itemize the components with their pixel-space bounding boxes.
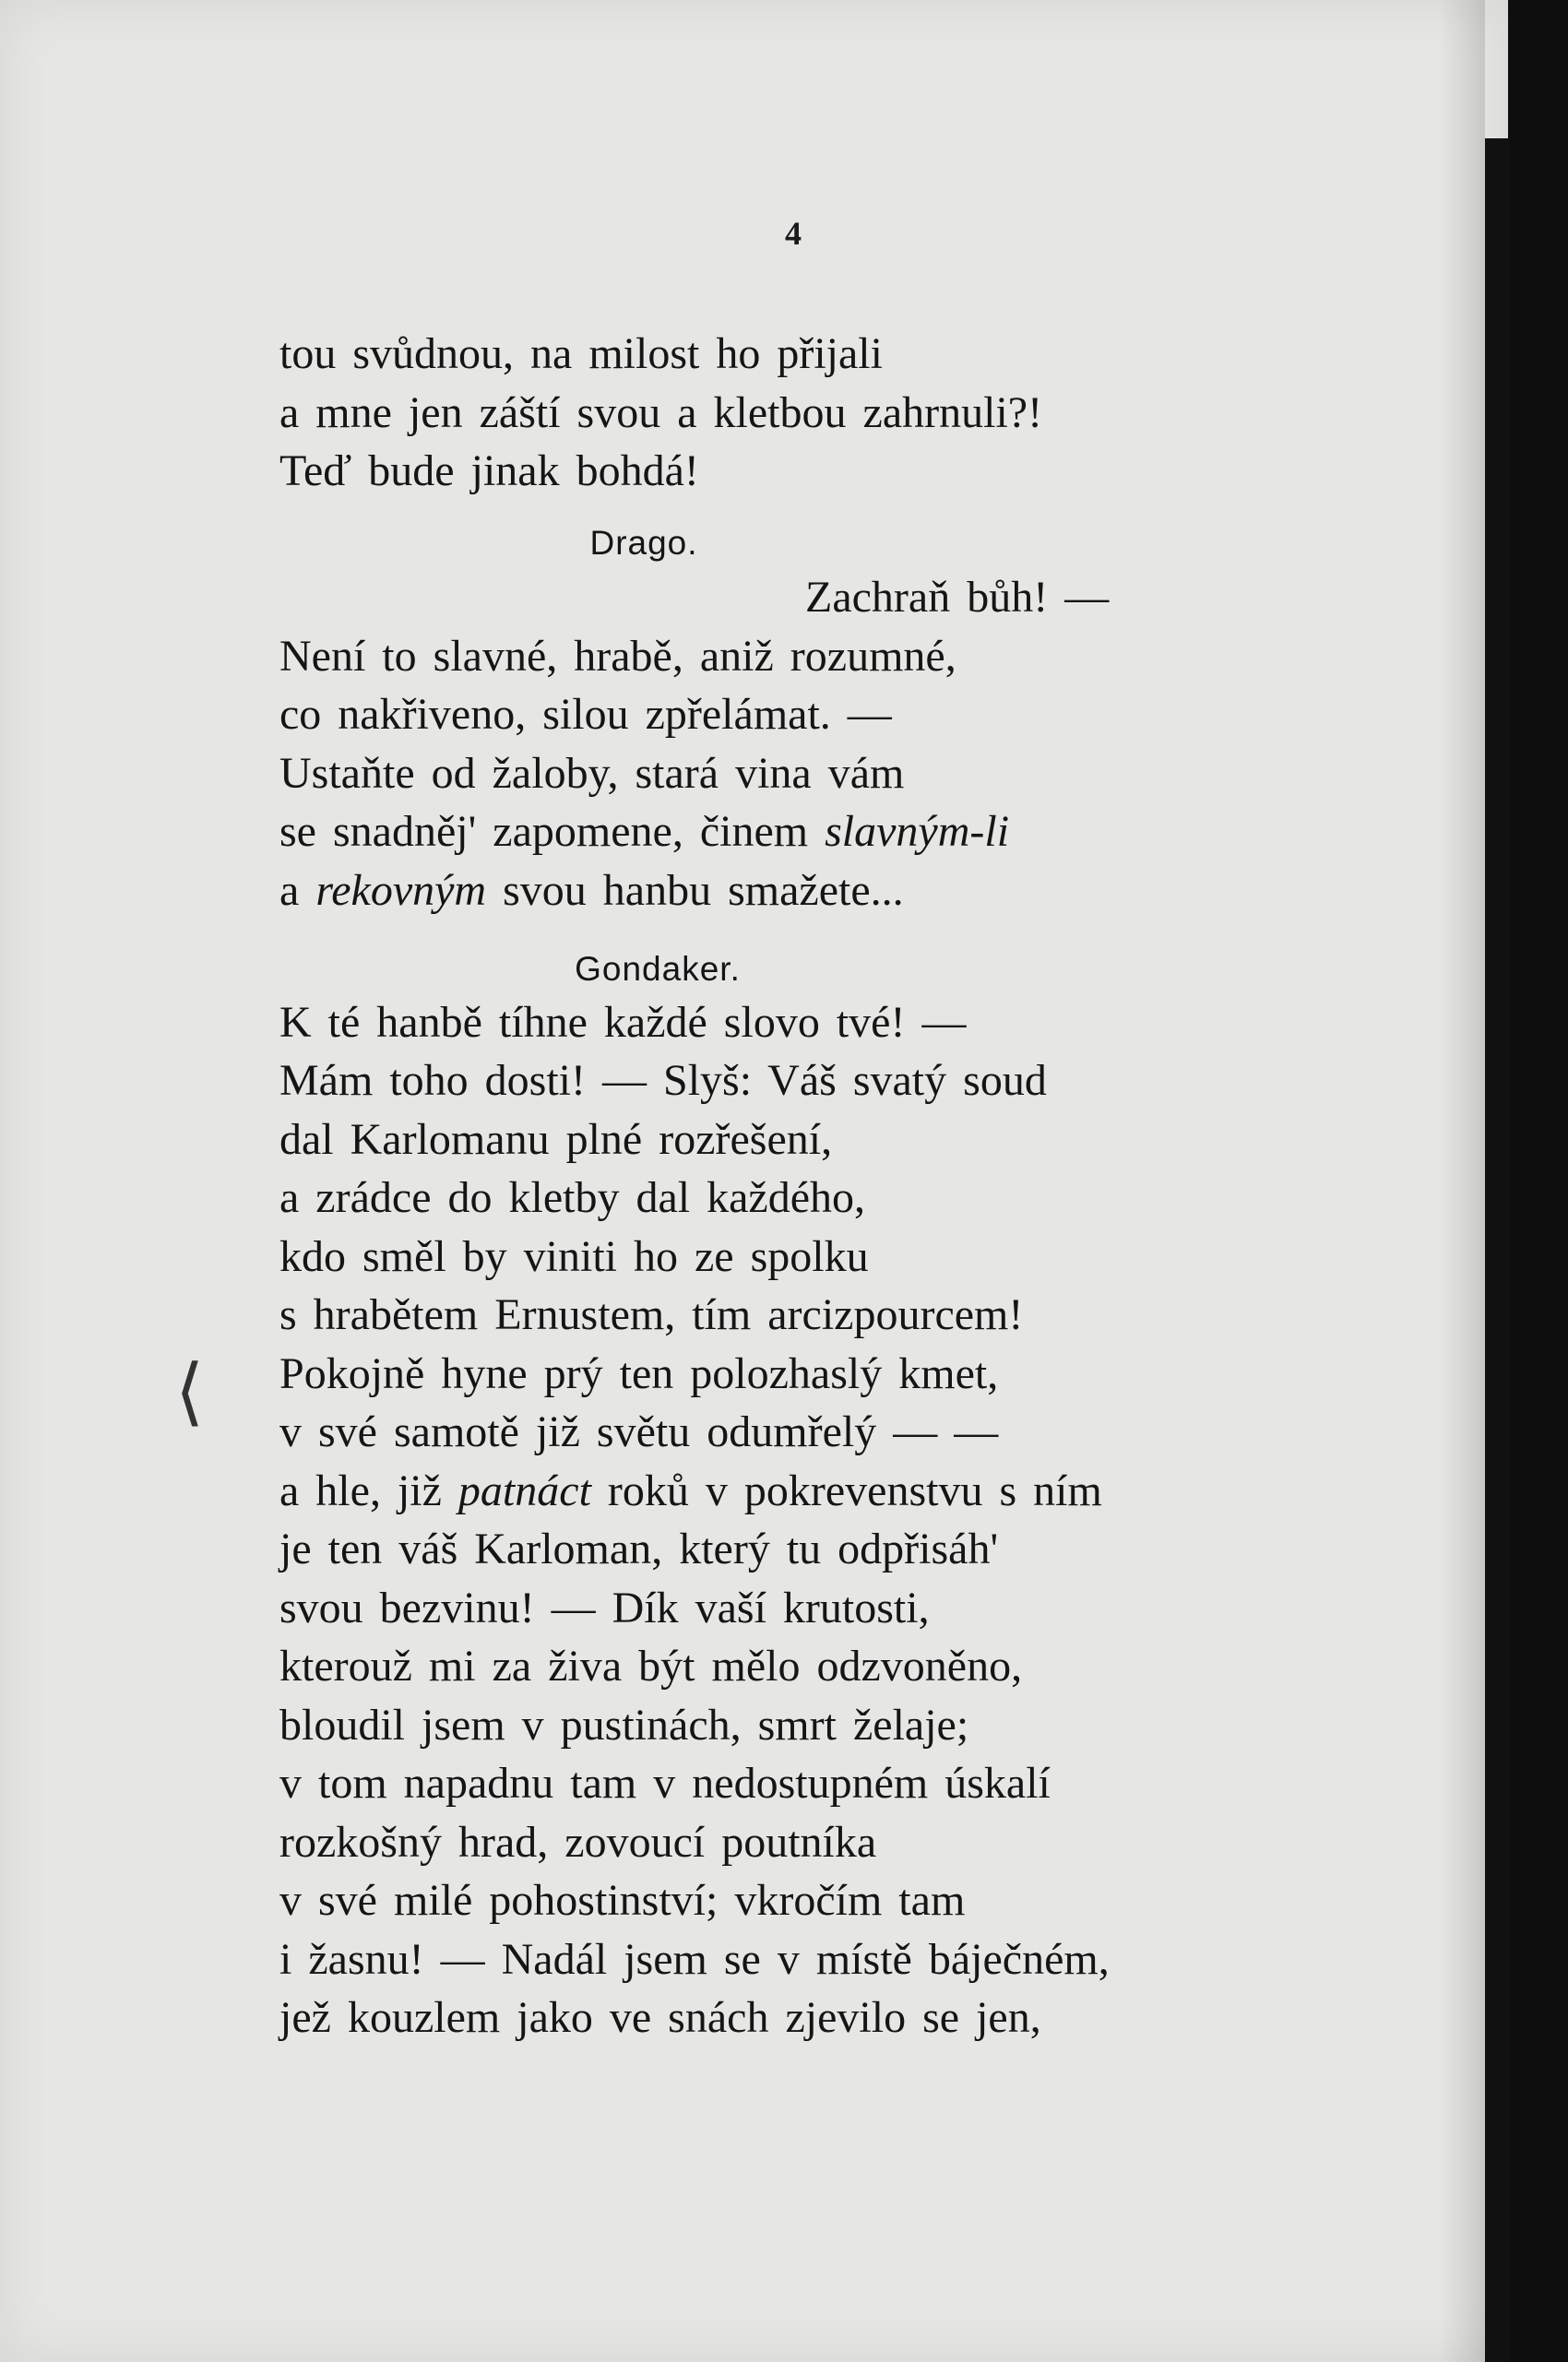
margin-mark: ⟨: [175, 1348, 205, 1434]
verse-line: je ten váš Karloman, který tu odpřisáh': [279, 1525, 999, 1573]
verse-segment: a: [279, 865, 316, 915]
verse-line: Mám toho dosti! — Slyš: Váš svatý soud: [279, 1056, 1047, 1105]
verse-line: v své milé pohostinství; vkročím tam: [279, 1876, 966, 1925]
verse-line: K té hanbě tíhne každé slovo tvé! —: [279, 997, 967, 1047]
verse-text: [279, 325, 1313, 2047]
verse-line: Zachraň bůh! —: [805, 573, 1110, 622]
verse-segment: se snadněj' zapomene, činem: [279, 807, 826, 856]
verse-line: jež kouzlem jako ve snách zjevilo se jen,: [279, 1993, 1041, 2042]
verse-line: Není to slavné, hrabě, aniž rozumné,: [279, 631, 956, 681]
verse-line: rozkošný hrad, zovoucí poutníka: [279, 1817, 877, 1867]
verse-line: Teď bude jinak bohdá!: [279, 446, 699, 495]
verse-line: Ustaňte od žaloby, stará vina vám: [279, 748, 905, 798]
verse-segment: roků v pokrevenstvu s ním: [590, 1466, 1102, 1515]
verse-emphasis: patnáct: [457, 1466, 591, 1515]
verse-line: [279, 861, 1313, 920]
verse-line: co nakřiveno, silou zpřelámat. —: [279, 690, 892, 739]
verse-line: kdo směl by viniti ho ze spolku: [279, 1231, 869, 1281]
verse-line: a mne jen záští svou a kletbou zahrnuli?!: [279, 387, 1043, 437]
verse-line: dal Karlomanu plné rozřešení,: [279, 1114, 833, 1164]
verse-segment: svou hanbu smažete...: [486, 865, 904, 915]
page-number: 4: [785, 215, 802, 252]
verse-line: Pokojně hyne prý ten polozhaslý kmet,: [279, 1348, 999, 1398]
verse-line: tou svůdnou, na milost ho přijali: [279, 329, 883, 378]
verse-emphasis: rekovným: [315, 865, 487, 915]
verse-line: v své samotě již světu odumřelý — —: [279, 1407, 999, 1456]
verse-line: [279, 802, 1313, 861]
gutter-shadow: [1439, 0, 1485, 2362]
verse-line: [279, 1462, 1313, 1521]
speaker-name: Gondaker.: [575, 950, 741, 988]
speaker-name: Drago.: [589, 523, 698, 562]
verse-emphasis: slavným-li: [825, 807, 1010, 856]
verse-segment: a hle, již: [279, 1466, 458, 1515]
verse-line: v tom napadnu tam v nedostupném úskalí: [279, 1759, 1051, 1808]
verse-line: i žasnu! — Nadál jsem se v místě báječném,: [279, 1934, 1110, 1984]
verse-line: kterouž mi za živa být mělo odzvoněno,: [279, 1642, 1023, 1691]
verse-line: a zrádce do kletby dal každého,: [279, 1173, 866, 1222]
book-spine-edge: [1485, 138, 1509, 2362]
verse-line: s hrabětem Ernustem, tím arcizpourcem!: [279, 1290, 1024, 1339]
verse-line: bloudil jsem v pustinách, smrt želaje;: [279, 1700, 969, 1750]
verse-line: svou bezvinu! — Dík vaší krutosti,: [279, 1583, 930, 1632]
